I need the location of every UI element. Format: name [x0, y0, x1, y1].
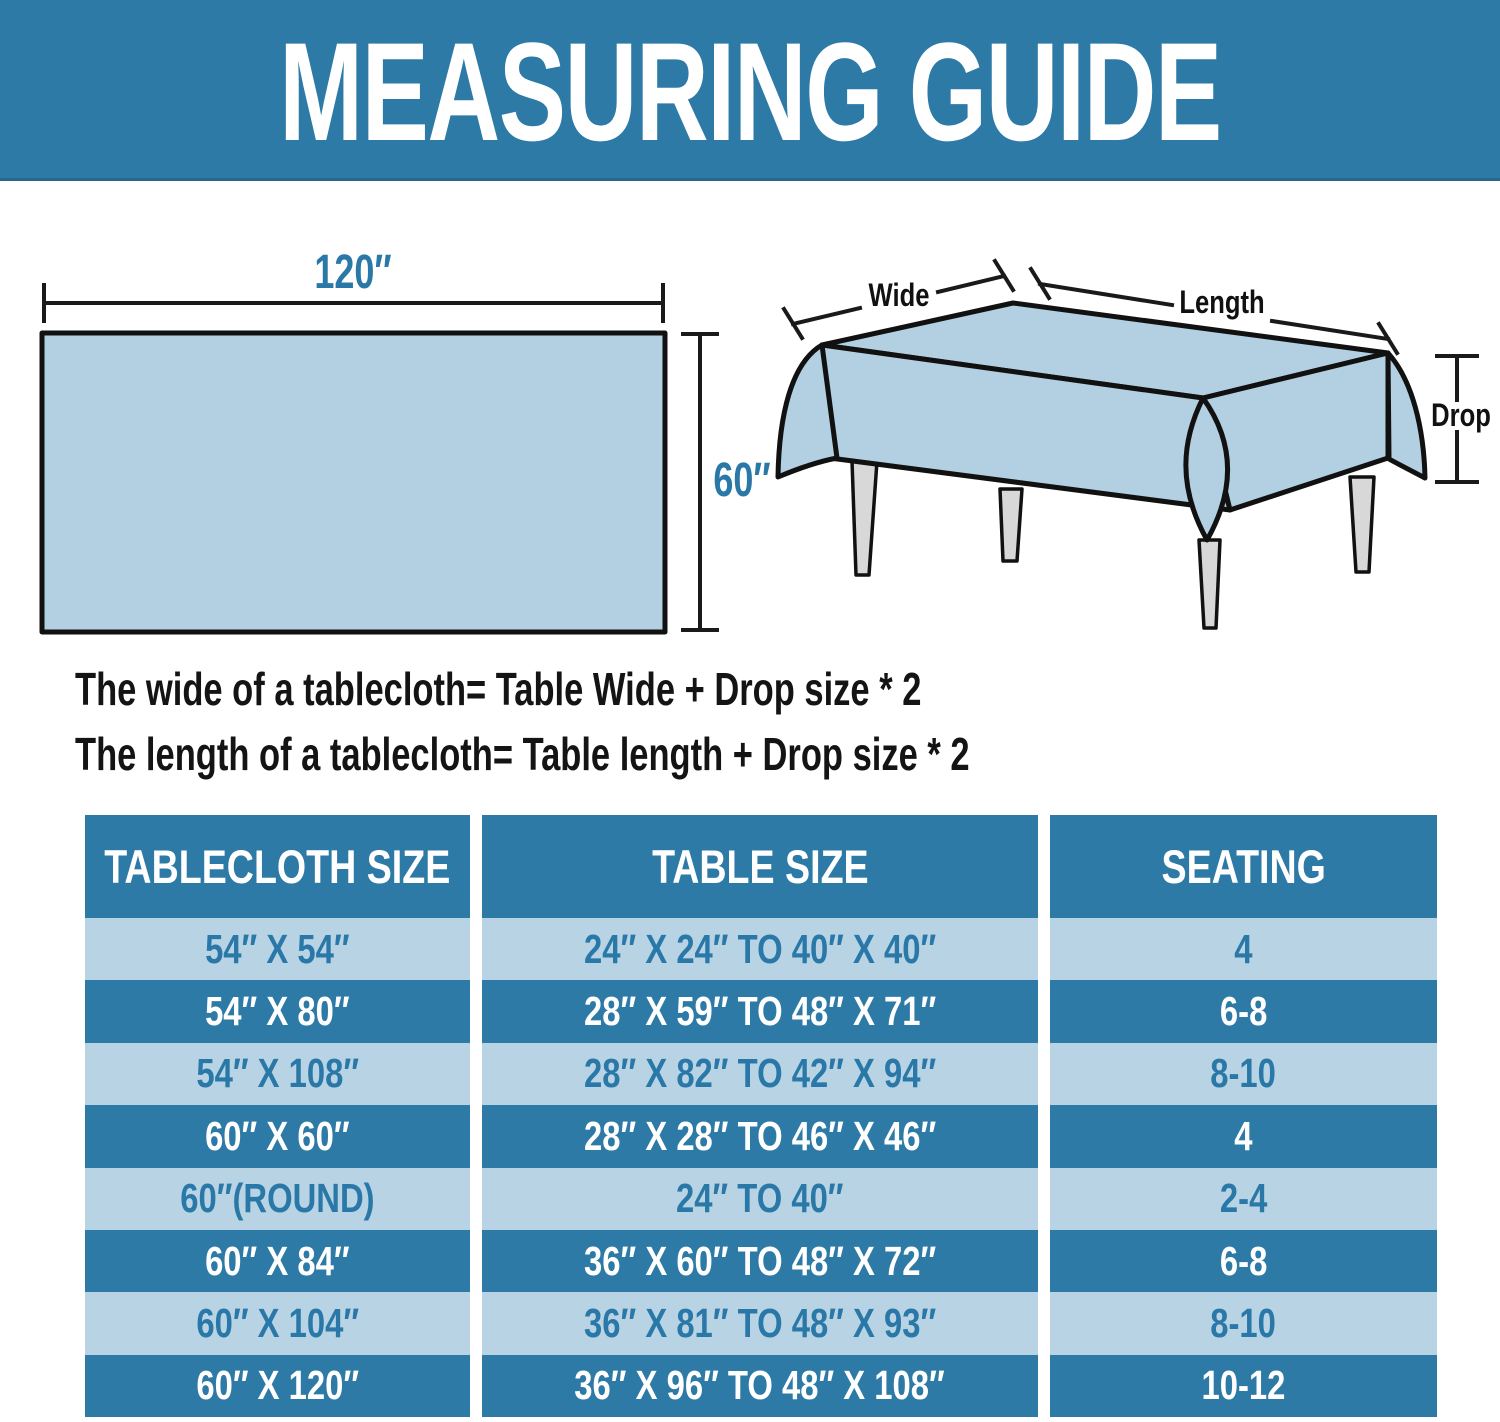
table-cell: 4	[1050, 1105, 1437, 1167]
column-header-seating: SEATING	[1050, 815, 1437, 918]
wide-label: Wide	[868, 278, 930, 314]
table-leg-back-right	[1350, 477, 1374, 572]
table-cell: 60″(ROUND)	[85, 1168, 470, 1230]
table-illustration	[778, 261, 1491, 628]
table-cell: 4	[1050, 918, 1437, 980]
column-header-table-size: TABLE SIZE	[482, 815, 1038, 918]
formula-wide: The wide of a tablecloth= Table Wide + Drop size * 2	[75, 663, 922, 715]
column-header-tablecloth-size: TABLECLOTH SIZE	[85, 815, 470, 918]
table-cell: 24″ TO 40″	[482, 1168, 1038, 1230]
table-cell: 36″ X 96″ TO 48″ X 108″	[482, 1355, 1038, 1417]
formula-length: The length of a tablecloth= Table length + Drop size * 2	[75, 728, 970, 780]
table-cell: 24″ X 24″ TO 40″ X 40″	[482, 918, 1038, 980]
table-cell: 2-4	[1050, 1168, 1437, 1230]
table-cell: 8-10	[1050, 1043, 1437, 1105]
length-dim-line-right	[1272, 321, 1388, 339]
measuring-diagram	[0, 178, 1500, 680]
flat-tablecloth-diagram	[42, 245, 771, 632]
wide-dim-line-right	[938, 276, 1004, 292]
table-leg-middle	[1000, 489, 1022, 561]
table-cell: 36″ X 60″ TO 48″ X 72″	[482, 1230, 1038, 1292]
table-cell: 60″ X 104″	[85, 1292, 470, 1354]
table-cell: 54″ X 54″	[85, 918, 470, 980]
table-cell: 60″ X 60″	[85, 1105, 470, 1167]
header-banner	[0, 0, 1500, 181]
table-cell: 10-12	[1050, 1355, 1437, 1417]
table-cell: 8-10	[1050, 1292, 1437, 1354]
length-dim-line-left	[1040, 284, 1172, 305]
table-cell: 28″ X 28″ TO 46″ X 46″	[482, 1105, 1038, 1167]
table-cell: 28″ X 82″ TO 42″ X 94″	[482, 1043, 1038, 1105]
flat-width-label: 120″	[314, 245, 392, 299]
flat-height-label: 60″	[713, 453, 771, 507]
table-cell: 36″ X 81″ TO 48″ X 93″	[482, 1292, 1038, 1354]
table-leg-front-left	[852, 461, 877, 575]
tablecloth-right-drape	[1388, 353, 1425, 478]
table-cell: 6-8	[1050, 980, 1437, 1042]
table-cell: 6-8	[1050, 1230, 1437, 1292]
table-cell: 60″ X 120″	[85, 1355, 470, 1417]
drop-label: Drop	[1431, 398, 1491, 434]
sizing-table	[85, 815, 1437, 1417]
table-leg-front-right	[1199, 540, 1220, 628]
flat-tablecloth-rect	[42, 333, 665, 632]
length-label: Length	[1179, 285, 1265, 321]
wide-dim-line-left	[793, 308, 860, 324]
table-cell: 54″ X 80″	[85, 980, 470, 1042]
table-cell: 60″ X 84″	[85, 1230, 470, 1292]
table-cell: 54″ X 108″	[85, 1043, 470, 1105]
table-cell: 28″ X 59″ TO 48″ X 71″	[482, 980, 1038, 1042]
page-title: MEASURING GUIDE	[279, 13, 1221, 170]
